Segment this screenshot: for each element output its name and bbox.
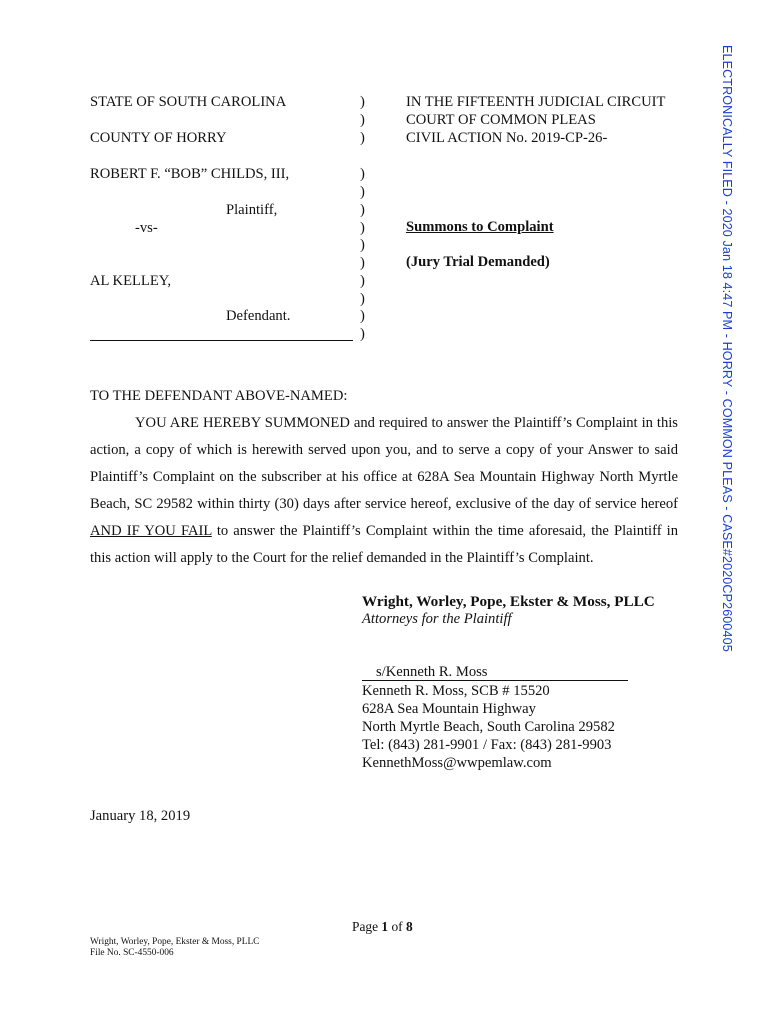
paren: ) — [360, 308, 365, 324]
paren: ) — [360, 130, 365, 146]
page-of: of — [388, 919, 406, 934]
footer-firm: Wright, Worley, Pope, Ekster & Moss, PLLC — [90, 937, 260, 947]
paren: ) — [360, 94, 365, 110]
electronic-filing-stamp: ELECTRONICALLY FILED - 2020 Jan 18 4:47 PM - HORRY - COMMON PLEAS - CASE#2020CP2600405 — [720, 45, 734, 652]
paren: ) — [360, 291, 365, 307]
page-total: 8 — [405, 919, 413, 934]
attorneys-for: Attorneys for the Plaintiff — [362, 611, 512, 627]
paren: ) — [360, 166, 365, 182]
paren: ) — [360, 184, 365, 200]
paren: ) — [360, 326, 365, 342]
signature-line — [362, 680, 628, 681]
page-current: 1 — [381, 919, 389, 934]
page-label: Page — [352, 919, 382, 934]
footer-file-number: File No. SC-4550-006 — [90, 948, 174, 958]
paren: ) — [360, 255, 365, 271]
court-name-line1: IN THE FIFTEENTH JUDICIAL CIRCUIT — [406, 94, 666, 110]
caption-plaintiff-role: Plaintiff, — [226, 202, 278, 218]
paren: ) — [360, 220, 365, 236]
attorney-name-bar: Kenneth R. Moss, SCB # 15520 — [362, 683, 550, 699]
paragraph-text-end: to answer the Plaintiff’s Complaint within the time aforesaid, the Plaintiff in this action will apply to the Court for the relief demanded in the Plaintiff’s Complaint. — [90, 523, 678, 566]
paren: ) — [360, 112, 365, 128]
paren: ) — [360, 237, 365, 253]
summons-paragraph — [90, 410, 678, 572]
electronic-signature: s/Kenneth R. Moss — [376, 664, 488, 680]
caption-state: STATE OF SOUTH CAROLINA — [90, 94, 287, 110]
attorney-phone-fax: Tel: (843) 281-9901 / Fax: (843) 281-9903 — [362, 737, 612, 753]
page-number — [352, 919, 413, 935]
law-firm-name: Wright, Worley, Pope, Ekster & Moss, PLLC — [362, 593, 655, 610]
paragraph-emphasis: AND IF YOU FAIL — [90, 523, 212, 539]
salutation: TO THE DEFENDANT ABOVE-NAMED: — [90, 388, 348, 404]
paragraph-text: YOU ARE HEREBY SUMMONED and required to answer the Plaintiff’s Complaint in this action, a copy of which is herewith served upon you, and to serve a copy of your Answer to said Plaintiff’s Complaint on the subscriber at his office at 628A Sea Mountain Highway North Myrtle Beach, SC 29582 within thirty (30) days after service hereof, exclusive of the day of service hereof — [90, 415, 678, 512]
paren: ) — [360, 273, 365, 289]
caption-versus: -vs- — [135, 220, 158, 236]
court-name-line2: COURT OF COMMON PLEAS — [406, 112, 596, 128]
attorney-address-city: North Myrtle Beach, South Carolina 29582 — [362, 719, 615, 735]
civil-action-number: CIVIL ACTION No. 2019-CP-26- — [406, 130, 608, 146]
jury-demand: (Jury Trial Demanded) — [406, 254, 550, 270]
caption-divider-line — [90, 340, 353, 341]
document-date: January 18, 2019 — [90, 808, 191, 824]
paren: ) — [360, 202, 365, 218]
caption-county: COUNTY OF HORRY — [90, 130, 227, 146]
caption-defendant-role: Defendant. — [226, 308, 291, 324]
caption-defendant-name: AL KELLEY, — [90, 273, 172, 289]
caption-plaintiff-name: ROBERT F. “BOB” CHILDS, III, — [90, 166, 290, 182]
attorney-email: KennethMoss@wwpemlaw.com — [362, 755, 552, 771]
attorney-address-street: 628A Sea Mountain Highway — [362, 701, 536, 717]
document-title: Summons to Complaint — [406, 219, 554, 235]
